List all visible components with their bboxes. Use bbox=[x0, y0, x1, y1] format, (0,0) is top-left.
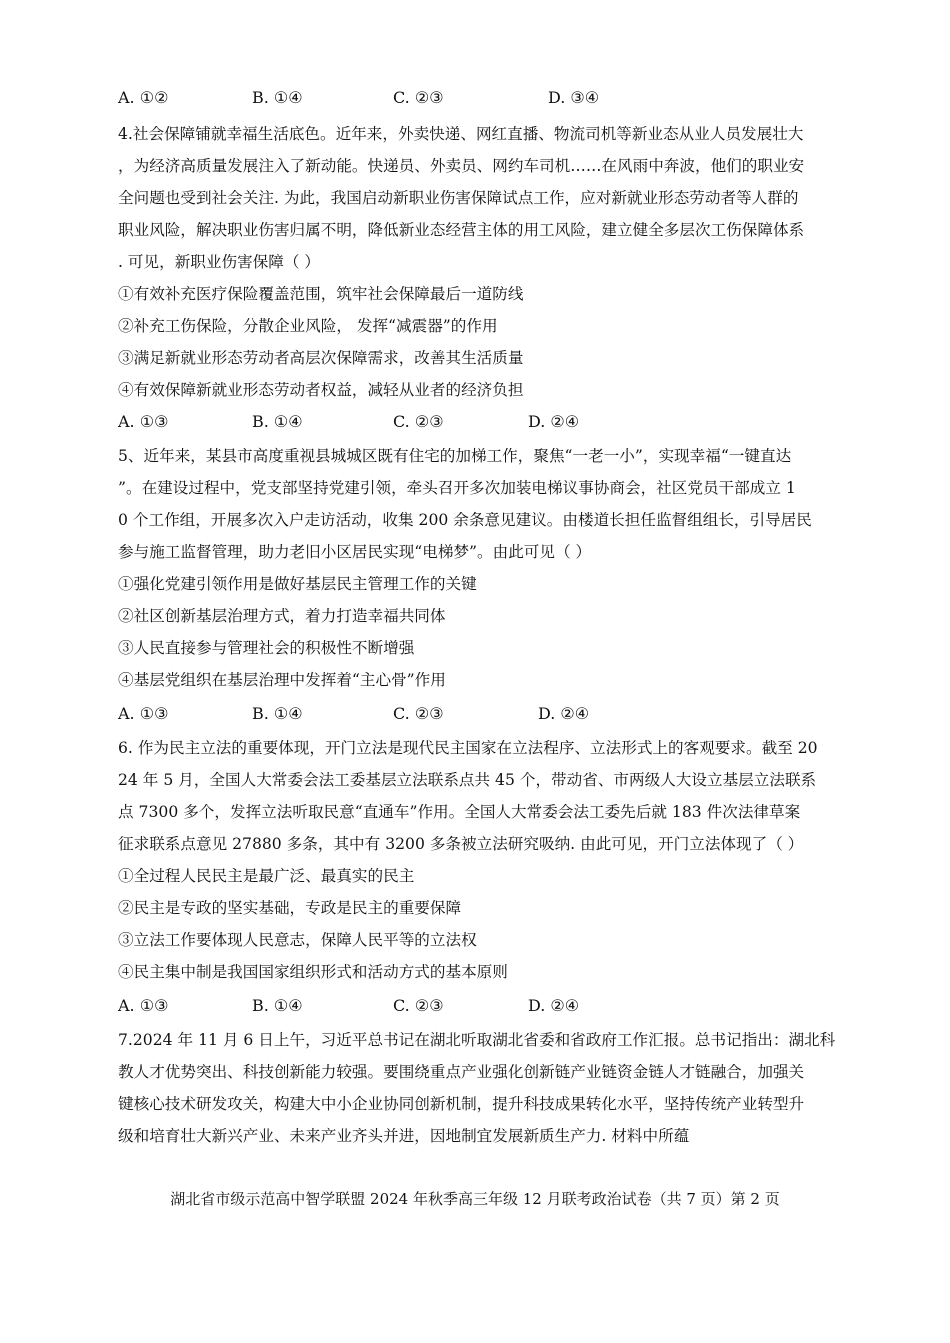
q3-option-b: B. ①④ bbox=[252, 88, 303, 107]
q7-stem-line-2: 教人才优势突出、科技创新能力较强。要围绕重点产业强化创新链产业链资金链人才链融合，加强关 bbox=[118, 1063, 805, 1081]
q4-stem-line-5: . 可见，新职业伤害保障（ ） bbox=[118, 253, 320, 271]
q4-option-c: C. ②③ bbox=[393, 412, 444, 431]
q6-stem-line-2: 24 年 5 月，全国人大常委会法工委基层立法联系点共 45 个，带动省、市两级人大设立基层立法联系 bbox=[118, 771, 817, 789]
q7-stem-line-3: 键核心技术研发攻关，构建大中小企业协同创新机制，提升科技成果转化水平，坚持传统产业转型升 bbox=[118, 1095, 805, 1113]
q6-statement-4: ④民主集中制是我国国家组织形式和活动方式的基本原则 bbox=[118, 963, 508, 981]
q6-statement-1: ①全过程人民民主是最广泛、最真实的民主 bbox=[118, 867, 415, 885]
q5-option-b: B. ①④ bbox=[252, 704, 303, 723]
q5-stem-line-1: 5、近年来，某县市高度重视县城城区既有住宅的加梯工作，聚焦“一老一小”，实现幸福“一键直达 bbox=[118, 447, 792, 465]
q5-option-a: A. ①③ bbox=[118, 704, 169, 723]
q6-option-a: A. ①③ bbox=[118, 996, 169, 1015]
q5-statement-4: ④基层党组织在基层治理中发挥着“主心骨”作用 bbox=[118, 671, 446, 689]
q5-statement-1: ①强化党建引领作用是做好基层民主管理工作的关键 bbox=[118, 575, 477, 593]
q5-stem-line-3: 0 个工作组，开展多次入户走访活动，收集 200 余条意见建议。由楼道长担任监督组组长，引导居民 bbox=[118, 511, 812, 529]
q4-stem-line-4: 职业风险，解决职业伤害归属不明，降低新业态经营主体的用工风险，建立健全多层次工伤保障体系 bbox=[118, 221, 805, 239]
q5-stem-line-2: ”。在建设过程中，党支部坚持党建引领，牵头召开多次加装电梯议事协商会，社区党员干部成立 1 bbox=[118, 479, 796, 497]
q4-option-a: A. ①③ bbox=[118, 412, 169, 431]
q4-stem-line-3: 全问题也受到社会关注. 为此，我国启动新职业伤害保障试点工作，应对新就业形态劳动者等人群的 bbox=[118, 189, 799, 207]
q3-option-c: C. ②③ bbox=[393, 88, 444, 107]
q6-option-c: C. ②③ bbox=[393, 996, 444, 1015]
q5-option-c: C. ②③ bbox=[393, 704, 444, 723]
page-footer: 湖北省市级示范高中智学联盟 2024 年秋季高三年级 12 月联考政治试卷（共 7 页）第 2 页 bbox=[170, 1190, 780, 1208]
q3-option-d: D. ③④ bbox=[548, 88, 600, 107]
q4-statement-2: ②补充工伤保险，分散企业风险， 发挥“减震器”的作用 bbox=[118, 317, 498, 335]
q4-statement-1: ①有效补充医疗保险覆盖范围，筑牢社会保障最后一道防线 bbox=[118, 285, 524, 303]
q5-stem-line-4: 参与施工监督管理，助力老旧小区居民实现“电梯梦”。由此可见（ ） bbox=[118, 543, 592, 561]
q6-stem-line-1: 6. 作为民主立法的重要体现，开门立法是现代民主国家在立法程序、立法形式上的客观要求。截至 20 bbox=[118, 739, 818, 757]
q5-statement-3: ③人民直接参与管理社会的积极性不断增强 bbox=[118, 639, 415, 657]
q4-option-d: D. ②④ bbox=[528, 412, 580, 431]
q4-option-b: B. ①④ bbox=[252, 412, 303, 431]
q6-option-b: B. ①④ bbox=[252, 996, 303, 1015]
q4-stem-line-1: 4.社会保障铺就幸福生活底色。近年来，外卖快递、网红直播、物流司机等新业态从业人员发展壮大 bbox=[118, 125, 804, 143]
q6-statement-3: ③立法工作要体现人民意志，保障人民平等的立法权 bbox=[118, 931, 477, 949]
q7-stem-line-1: 7.2024 年 11 月 6 日上午，习近平总书记在湖北听取湖北省委和省政府工作汇报。总书记指出：湖北科 bbox=[118, 1031, 836, 1049]
q4-statement-3: ③满足新就业形态劳动者高层次保障需求，改善其生活质量 bbox=[118, 349, 524, 367]
q6-statement-2: ②民主是专政的坚实基础，专政是民主的重要保障 bbox=[118, 899, 462, 917]
q6-stem-line-3: 点 7300 多个，发挥立法听取民意“直通车”作用。全国人大常委会法工委先后就 183 件次法律草案 bbox=[118, 803, 801, 821]
q6-option-d: D. ②④ bbox=[528, 996, 580, 1015]
q5-option-d: D. ②④ bbox=[538, 704, 590, 723]
q6-stem-line-4: 征求联系点意见 27880 多条，其中有 3200 多条被立法研究吸纳. 由此可见，开门立法体现了（ ） bbox=[118, 835, 804, 853]
q4-statement-4: ④有效保障新就业形态劳动者权益，减轻从业者的经济负担 bbox=[118, 381, 524, 399]
q5-statement-2: ②社区创新基层治理方式，着力打造幸福共同体 bbox=[118, 607, 446, 625]
q4-stem-line-2: ，为经济高质量发展注入了新动能。快递员、外卖员、网约车司机……在风雨中奔波，他们的职业安 bbox=[118, 157, 805, 175]
q3-option-a: A. ①② bbox=[118, 88, 169, 107]
q7-stem-line-4: 级和培育壮大新兴产业、未来产业齐头并进，因地制宜发展新质生产力. 材料中所蕴 bbox=[118, 1127, 690, 1145]
